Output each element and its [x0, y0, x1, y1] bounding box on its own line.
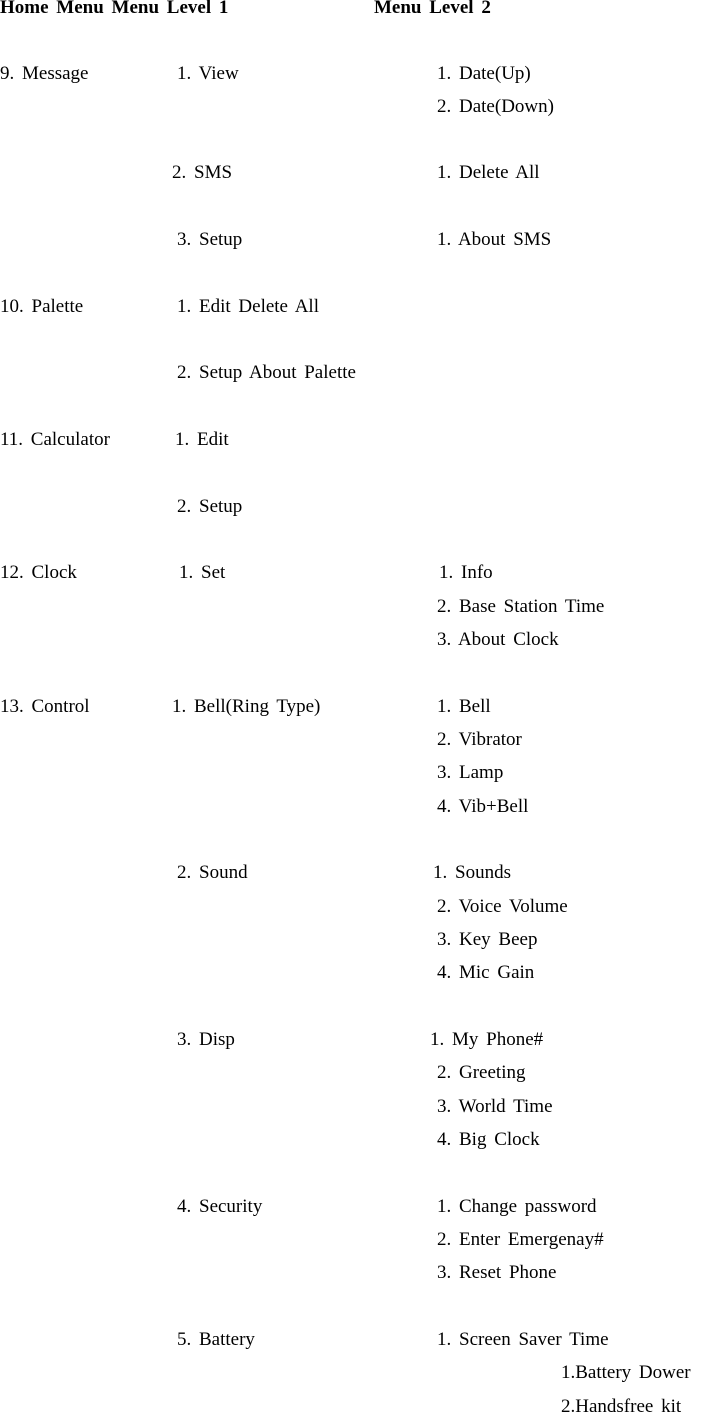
level2-item: 1. Sounds — [433, 862, 511, 883]
level2-item: 1. Info — [439, 562, 493, 583]
level2-item: 2. Vibrator — [437, 729, 522, 750]
home-item-message: 9. Message — [0, 63, 89, 84]
level2-item: 3. Reset Phone — [437, 1262, 557, 1283]
level2-item: 2. Base Station Time — [437, 596, 605, 617]
level1-item-setup: 3. Setup — [177, 229, 243, 250]
level2-item: 1. Delete All — [437, 162, 540, 183]
level2-item: 4. Vib+Bell — [437, 796, 529, 817]
level2-item: 4. Big Clock — [437, 1129, 540, 1150]
level2-item: 1. Change password — [437, 1196, 597, 1217]
level2-item: 1. My Phone# — [430, 1029, 544, 1050]
level2-item: 4. Mic Gain — [437, 962, 535, 983]
level2-item: 2. Date(Down) — [437, 96, 554, 117]
level2-item: 1. About SMS — [437, 229, 552, 250]
level2-item: 1. Bell — [437, 696, 491, 717]
level2-item: 3. Lamp — [437, 762, 504, 783]
level1-item-sound: 2. Sound — [177, 862, 248, 883]
level2-item: 1. Date(Up) — [437, 63, 531, 84]
home-item-calculator: 11. Calculator — [0, 429, 110, 450]
home-item-clock: 12. Clock — [0, 562, 77, 583]
home-item-control: 13. Control — [0, 696, 90, 717]
level1-item-setup-about-palette: 2. Setup About Palette — [177, 362, 356, 383]
level2-item: 2. Enter Emergenay# — [437, 1229, 604, 1250]
level2-item: 3. About Clock — [437, 629, 559, 650]
header-home-menu-level1: Home Menu Menu Level 1 — [0, 0, 229, 18]
home-item-palette: 10. Palette — [0, 296, 84, 317]
level1-item-sms: 2. SMS — [172, 162, 233, 183]
level1-item-security: 4. Security — [177, 1196, 263, 1217]
level1-item-edit-delete-all: 1. Edit Delete All — [177, 296, 319, 317]
level2-item: 3. World Time — [437, 1096, 553, 1117]
level1-item-disp: 3. Disp — [177, 1029, 235, 1050]
level2-item: 1. Screen Saver Time — [437, 1329, 609, 1350]
level2-item: 2. Voice Volume — [437, 896, 568, 917]
header-menu-level2: Menu Level 2 — [374, 0, 491, 18]
level1-item-setup: 2. Setup — [177, 496, 243, 517]
level1-item-battery: 5. Battery — [177, 1329, 255, 1350]
level1-item-view: 1. View — [177, 63, 239, 84]
level1-item-set: 1. Set — [179, 562, 226, 583]
level1-item-edit: 1. Edit — [175, 429, 229, 450]
level3-item: 2.Handsfree kit — [561, 1396, 682, 1417]
level2-item: 3. Key Beep — [437, 929, 538, 950]
level3-item: 1.Battery Dower — [561, 1362, 691, 1383]
level1-item-bell-ring-type: 1. Bell(Ring Type) — [172, 696, 321, 717]
level2-item: 2. Greeting — [437, 1062, 526, 1083]
